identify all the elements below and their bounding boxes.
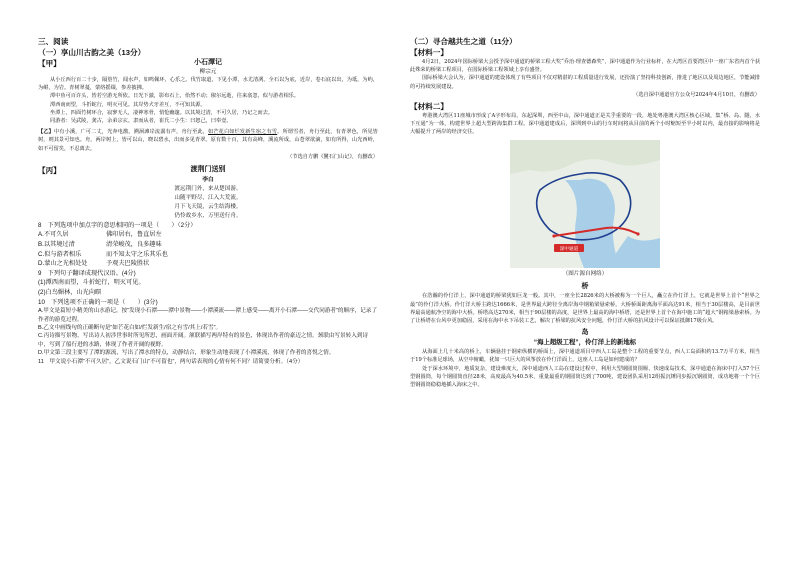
bridge-para: 在浩瀚的伶仃洋上，深中通道的桥梁犹如巨龙一般。其中，一座全长2826米的大桥被称为一个巨人，矗立在伶仃洋上，它就是世界上首个“世界之最”的伶仃洋大桥。伶仃洋大桥主跨达1666米，是世界最大跨径全离岸海中钢箱梁悬索桥。大桥桥面距离海平面高达91米，相当于30层楼高，是目前世界最高通航净空的海中大桥。桥塔高达270米，相当于90层楼的高度，是世界上最高的海中桥塔，还是世界上首个在海中施工的“超大”钢箱梁悬索桥。为了让桥塔在台风中更加稳固，采用在海中水下吊装工艺，解决了桥梁的抗风安全问题，伶仃洋大桥的抗风设计可以保证抵御17级台风。 xyxy=(410,293,760,325)
section-title: 三、阅读 xyxy=(38,37,69,46)
q8-d-right: 予观夫巴陵胜状 xyxy=(106,260,150,268)
q8-b-right: 清荣峻茂，良多趣味 xyxy=(106,241,162,249)
part2-title: （二）寻合越共生之道（11分） xyxy=(410,37,517,46)
poem-line: 渡远荆门外，来从楚国游。 xyxy=(174,185,242,192)
q8-c-left: C.似与游者相乐 xyxy=(38,250,82,258)
q10-option-a[interactable]: A.甲文是篇短小精美的山水游记，按“发现小石潭——潭中景物——小潭溪流——潭上感受——离开小石潭——交代同游者”的顺序，记录了作者的游览过程。 xyxy=(38,308,378,323)
yi-text-b: 。所谓雪者，舟行至此，有青翠色，所见皆树，则其景可知也。舟，两岸树上，皆可以山，晓以碧水，出而多见青翠。原有数十百，其有高峰，溪流所成，山苍翠欲滴，如有所得，山光西岭，如不可留矣，不忍离去。 xyxy=(38,129,378,152)
jia-para-4: 坐潭上，四面竹树环合，寂寥无人，凄神寒骨，悄怆幽邃。以其境过清，不可久居，乃记之而去。 xyxy=(50,109,274,116)
q8-b-left: B.以其境过清 xyxy=(38,241,75,249)
poem-line: 月下飞天镜，云生结海楼。 xyxy=(174,203,242,210)
map-caption: （图片源自网络） xyxy=(562,271,608,278)
q8-option-a[interactable] xyxy=(38,230,378,240)
q8-option-d[interactable] xyxy=(38,259,378,269)
q9-item-1: (1)潭西南而望，斗折蛇行，明灭可见。 xyxy=(38,279,145,287)
question-10: 10 下列选项不正确的一项是（ ）(3分) xyxy=(38,298,158,306)
yi-source: （节选自方鹏《鬘石门山记》，有删改） xyxy=(287,153,378,160)
question-11: 11 甲文说小石潭“不可久居”，乙文说石门山“不可留也”，两句话表现的心情有何不同？请简要分析。（4分） xyxy=(38,358,304,365)
map-image xyxy=(510,140,660,268)
jia-author: 柳宗元 xyxy=(199,69,217,75)
bridge-heading: 桥 xyxy=(581,283,589,291)
q8-option-b[interactable] xyxy=(38,240,378,250)
material-2-label: 【材料二】 xyxy=(410,101,448,111)
q8-a-left: A.不可久居 xyxy=(38,231,69,239)
left-column xyxy=(38,36,378,366)
bing-label: 【丙】 xyxy=(38,165,61,175)
material-1-para: 国际桥梁大会认为，深中通道的建设体现了有些项目不仅对精湛的工程质量进行发展，还扮演了坚持科技创新，推进了地区以及周边地区，节能减排的可持续发展建设。 xyxy=(410,75,760,90)
right-column xyxy=(410,36,760,389)
q10-option-c[interactable]: C.丙诗描写景物，写出诗人初涉世事时所见所思，画面开阔。颔联描写两岸特有的景色，体现出作者的豪迈之情。颈联由写景转入到诗中，写到了船行进的水路，体现了作者开阔的视野。 xyxy=(38,333,369,348)
jia-label: 【甲】 xyxy=(38,59,61,68)
yi-label: 【乙】 xyxy=(38,129,54,136)
island-heading: 岛 xyxy=(581,329,589,337)
material-1-label: 【材料一】 xyxy=(410,48,448,57)
question-9: 9 下列句子翻译成现代汉语。(4分) xyxy=(38,269,136,277)
q10-option-b[interactable]: B.乙文中画线句的正确断句是“如芒花白如/烂发新生/宿之有雪/其上/若雪”。 xyxy=(38,324,222,331)
question-8: 8 下列选项中加点字的意思相同的一项是（ ）（2分） xyxy=(38,221,197,229)
yi-passage xyxy=(38,128,378,153)
yi-text-a: 中有小溪，广可二丈，光奔电激。溯洄滩岸流潺有声，舟行至此， xyxy=(53,129,209,136)
island-para: 处于深水环境中，地质复杂，建设难度大，深中通道西人工岛在建设过程中，利用大型钢圆筒围堰、快速成岛技术，深中通道在海床中打入57个巨型钢圆筒，每个钢圆筒直径28米，高度最高为40.5米，重量最重的钢圆筒达到了700吨，建设团队采用12组振沉锤同步振沉钢圆筒，成功地将一个个巨型钢圆筒稳稳地插入海床之中。 xyxy=(410,365,760,389)
q9-item-2: (2)白鸟媚林，山光向暝 xyxy=(38,288,102,296)
yi-underlined: 如芒花白如烂发新生宿之有雪 xyxy=(208,129,278,136)
jia-para-1: 从小丘西行百二十步，隔篁竹，闻水声，如鸣佩环，心乐之。伐竹取道，下见小潭，水尤清冽。全石以为底，近岸，卷石底以出，为坻，为屿，为嵁，为岩。青树翠蔓，蒙络摇缀，参差披拂。 xyxy=(38,77,378,92)
q8-a-right: 佛印居右，鲁直居左 xyxy=(106,231,162,239)
part1-title: （一）享山川古韵之美（13分） xyxy=(38,48,146,57)
q8-c-right: 而不知太守之乐其乐也 xyxy=(106,250,168,258)
jia-para-5: 同游者：吴武陵，龚古，余弟宗玄。隶而从者，崔氏二小生：曰恕己，曰奉壹。 xyxy=(50,118,232,125)
poem-line: 山随平野尽，江入大荒流。 xyxy=(174,194,242,201)
material-1-para: 4月2日，2024年国际桥梁大会授予深中通道的桥梁工程大奖“乔治·理查德森奖”，深中通道作为行业标杆，在大湾区首要湾区中一座广东省内首个获此殊荣的桥梁工程项目，在国际桥梁工程领域上享有盛誉。 xyxy=(410,59,761,74)
bing-author: 李白 xyxy=(202,176,214,183)
map-label: 深中通道 xyxy=(559,246,579,252)
material-2-para: 粤港澳大湾区11座城市形成了A字形布局，东起深圳，西至中山，深中通道正是关乎重要的一段，地处粤港澳大湾区核心区域，集“桥、岛、隧、水下互通”为一体，构建世界上超大型跨海集群工程。深中通道建成后，深圳到中山的行车时间将从目前的两个小时缩短至半小时以内，最直接的影响将是大幅提升了两岸的经济交往。 xyxy=(410,112,760,136)
island-title: “海上超级工程”，伶仃洋上的新地标 xyxy=(533,339,637,347)
jia-title: 小石潭记 xyxy=(194,59,222,66)
island-para: 从海面上几十米高的桥上，车辆悬挂于钢索纵横的桥面上，深中通道项目中西人工岛是整个工程的重要节点，西人工岛面积约13.7万平方米，相当于19个标准足球场，从空中俯瞰，犹如一只巨大的风筝放在伶仃洋面上，这座人工岛是如何建成的？ xyxy=(410,349,760,364)
jia-para-3: 潭西南而望，斗折蛇行，明灭可见。其岸势犬牙差互，不可知其源。 xyxy=(50,101,206,108)
poem-line: 仍怜故乡水，万里送行舟。 xyxy=(174,212,242,219)
material-1-source: （选自深中通道官方公众号2024年4月10日，有删改） xyxy=(633,91,760,98)
bing-title: 渡荆门送别 xyxy=(190,165,226,173)
q10-option-d[interactable]: D.甲文第三段主要写了潭的源流，写出了潭水的特点，动静结合，形象生动地表现了小潭溪流，体现了作者的喜悦之情。 xyxy=(38,350,335,357)
jia-para-2: 潭中鱼可百许头，皆若空游无所依。日光下澈，影布石上，佁然不动；俶尔远逝，往来翕忽，似与游者相乐。 xyxy=(50,93,300,100)
q8-option-c[interactable] xyxy=(38,250,378,260)
q8-d-left: D.蒙山之光相处处 xyxy=(38,260,88,268)
